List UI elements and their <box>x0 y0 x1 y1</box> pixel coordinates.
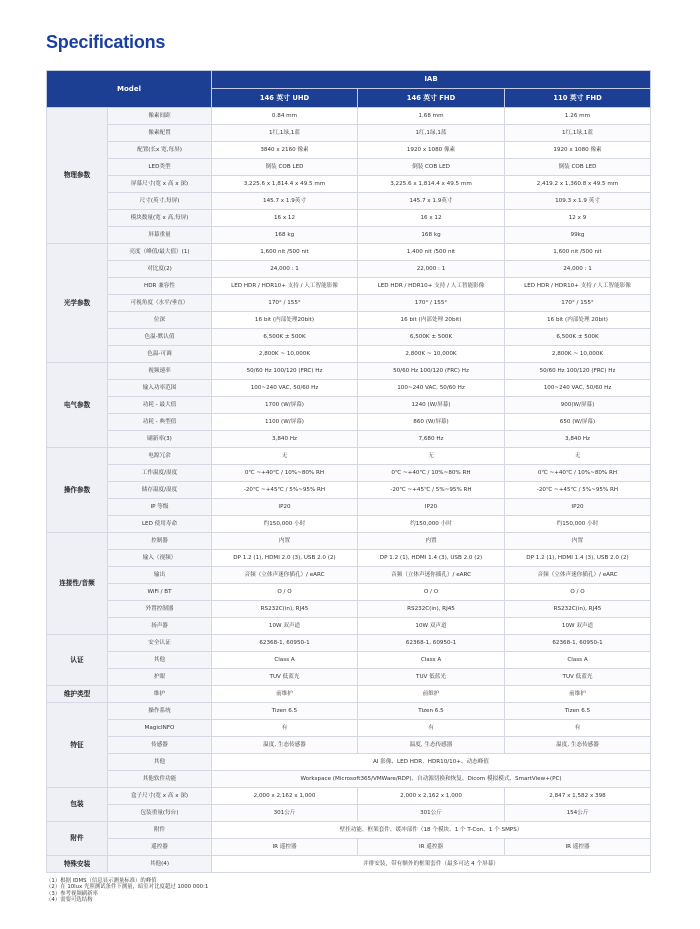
table-row <box>47 193 651 210</box>
row-label: WiFi / BT <box>108 584 212 601</box>
table-row <box>47 227 651 244</box>
row-label: 模块数量(宽 x 高,每屏) <box>108 210 212 227</box>
value-cell: IP20 <box>505 499 651 516</box>
value-cell: TUV 低蓝光 <box>505 669 651 686</box>
value-cell: 50/60 Hz 100/120 (FRC) Hz <box>358 363 505 380</box>
table-row <box>47 839 651 856</box>
table-row <box>47 142 651 159</box>
table-row <box>47 567 651 584</box>
table-row <box>47 312 651 329</box>
row-label: 其他 <box>108 652 212 669</box>
value-cell: 24,000 : 1 <box>505 261 651 278</box>
value-cell: 24,000 : 1 <box>212 261 358 278</box>
row-label: 屏幕尺寸(宽 x 高 x 深) <box>108 176 212 193</box>
value-cell: 3,225.6 x 1,814.4 x 49.5 mm <box>358 176 505 193</box>
table-row <box>47 584 651 601</box>
value-cell: 1红,1绿,1蓝 <box>212 125 358 142</box>
value-cell: Tizen 6.5 <box>358 703 505 720</box>
value-cell: 16 bit (内部处理 20bit) <box>505 312 651 329</box>
row-label: 工作温度/湿度 <box>108 465 212 482</box>
table-row <box>47 499 651 516</box>
table-row <box>47 431 651 448</box>
table-row <box>47 465 651 482</box>
value-cell: 2,800K ~ 10,000K <box>505 346 651 363</box>
row-label: 位深 <box>108 312 212 329</box>
spec-table <box>46 70 651 873</box>
value-cell: 1920 x 1080 像素 <box>358 142 505 159</box>
value-cell: 99kg <box>505 227 651 244</box>
value-cell: 2,800K ~ 10,000K <box>212 346 358 363</box>
value-cell: O / O <box>358 584 505 601</box>
row-label: 功耗 - 典型值 <box>108 414 212 431</box>
value-cell: 10W 双声道 <box>212 618 358 635</box>
row-label: 功耗 - 最大值 <box>108 397 212 414</box>
value-cell: 0℃ ~+40℃ / 10%~80% RH <box>212 465 358 482</box>
page-title: Specifications <box>46 32 166 52</box>
value-cell: 3,840 Hz <box>212 431 358 448</box>
value-cell: 音频（立体声迷你插孔）/ eARC <box>358 567 505 584</box>
row-label: 附件 <box>108 822 212 839</box>
value-cell: 前维护 <box>212 686 358 703</box>
row-label: 盒子尺寸(宽 x 高 x 深) <box>108 788 212 805</box>
value-cell: 170° / 155° <box>505 295 651 312</box>
value-cell: IR 遥控器 <box>212 839 358 856</box>
value-cell: Class A <box>212 652 358 669</box>
value-cell: 100~240 VAC, 50/60 Hz <box>505 380 651 397</box>
value-cell: 145.7 x 1.9英寸 <box>212 193 358 210</box>
table-row <box>47 618 651 635</box>
value-cell: 1920 x 1080 像素 <box>505 142 651 159</box>
value-cell: 301公斤 <box>358 805 505 822</box>
row-label: 对比度(2) <box>108 261 212 278</box>
value-cell: 倒装 COB LED <box>212 159 358 176</box>
table-row <box>47 397 651 414</box>
value-cell: 1,400 nit /500 nit <box>358 244 505 261</box>
column-header-146-fhd: 146 英寸 FHD <box>358 89 505 108</box>
table-row <box>47 244 651 261</box>
value-cell: DP 1.2 (1), HDMI 1.4 (3), USB 2.0 (2) <box>358 550 505 567</box>
value-cell: 50/60 Hz 100/120 (FRC) Hz <box>505 363 651 380</box>
table-row <box>47 635 651 652</box>
row-label: 传感器 <box>108 737 212 754</box>
value-cell: 温度, 生态传感器 <box>505 737 651 754</box>
value-cell: 6,500K ± 500K <box>358 329 505 346</box>
row-label: 外置控制器 <box>108 601 212 618</box>
value-cell: 6,500K ± 500K <box>505 329 651 346</box>
value-cell: 约150,000 小时 <box>212 516 358 533</box>
row-label: 电源冗余 <box>108 448 212 465</box>
value-cell: O / O <box>505 584 651 601</box>
value-cell: 109.3 x 1.9 英寸 <box>505 193 651 210</box>
value-cell: 有 <box>505 720 651 737</box>
table-row <box>47 771 651 788</box>
row-label: 其他 <box>108 754 212 771</box>
value-cell: 内置 <box>212 533 358 550</box>
row-label: LED类型 <box>108 159 212 176</box>
table-row <box>47 601 651 618</box>
table-row <box>47 125 651 142</box>
value-cell: 62368-1, 60950-1 <box>505 635 651 652</box>
value-cell: 3,225.6 x 1,814.4 x 49.5 mm <box>212 176 358 193</box>
value-cell: 62368-1, 60950-1 <box>358 635 505 652</box>
value-cell: 62368-1, 60950-1 <box>212 635 358 652</box>
row-label: 可视角度（水平/垂直） <box>108 295 212 312</box>
table-row <box>47 856 651 873</box>
value-cell: 50/60 Hz 100/120 (FRC) Hz <box>212 363 358 380</box>
row-label: 维护 <box>108 686 212 703</box>
value-cell: 100~240 VAC, 50/60 Hz <box>212 380 358 397</box>
row-label: 安全认证 <box>108 635 212 652</box>
row-label: 输入（视频） <box>108 550 212 567</box>
merged-value-cell: AI 影像、LED HDR、HDR10/10+、动态峰值 <box>212 754 651 771</box>
table-row <box>47 737 651 754</box>
value-cell: 有 <box>212 720 358 737</box>
value-cell: 有 <box>358 720 505 737</box>
value-cell: IR 遥控器 <box>505 839 651 856</box>
table-row <box>47 329 651 346</box>
footnote: （1）根据 IDMS（信息显示测量标准）的峰值 <box>46 878 157 884</box>
value-cell: 1,600 nit /500 nit <box>212 244 358 261</box>
table-row <box>47 550 651 567</box>
value-cell: 1.26 mm <box>505 108 651 125</box>
value-cell: 倒装 COB LED <box>358 159 505 176</box>
row-label: MagicINFO <box>108 720 212 737</box>
table-row <box>47 533 651 550</box>
table-row <box>47 669 651 686</box>
section-category: 特征 <box>47 703 108 788</box>
value-cell: 22,000 : 1 <box>358 261 505 278</box>
section-category: 连接性/音频 <box>47 533 108 635</box>
value-cell: 音频（立体声迷你插孔）/ eARC <box>212 567 358 584</box>
row-label: 尺寸(英寸,每屏) <box>108 193 212 210</box>
row-label: 屏幕重量 <box>108 227 212 244</box>
value-cell: 2,000 x 2,162 x 1,000 <box>212 788 358 805</box>
row-label: 输出 <box>108 567 212 584</box>
section-category: 附件 <box>47 822 108 856</box>
row-label: 控制器 <box>108 533 212 550</box>
merged-value-cell: Workspace (Microsoft365/VMWare/RDP)、自动源切换和恢复、Dicom 模拟模式、SmartView+(PC) <box>212 771 651 788</box>
footnote: （3）参考视频刷新率 <box>46 890 98 897</box>
iab-header: IAB <box>212 71 651 89</box>
value-cell: 650 (W/屏幕) <box>505 414 651 431</box>
value-cell: 16 x 12 <box>358 210 505 227</box>
value-cell: 168 kg <box>212 227 358 244</box>
table-row <box>47 822 651 839</box>
value-cell: -20℃ ~+45℃ / 5%~95% RH <box>358 482 505 499</box>
table-row <box>47 686 651 703</box>
table-row <box>47 652 651 669</box>
row-label: 其他软件功能 <box>108 771 212 788</box>
value-cell: 10W 双声道 <box>358 618 505 635</box>
section-category: 光学参数 <box>47 244 108 363</box>
row-label: 亮度（峰值/最大值）(1) <box>108 244 212 261</box>
row-label: 遥控器 <box>108 839 212 856</box>
value-cell: 16 bit (内部处理 20bit) <box>358 312 505 329</box>
value-cell: 170° / 155° <box>212 295 358 312</box>
row-label: 色温-可调 <box>108 346 212 363</box>
table-row <box>47 346 651 363</box>
value-cell: 1700 (W/屏幕) <box>212 397 358 414</box>
value-cell: 3,840 Hz <box>505 431 651 448</box>
value-cell: 温度, 生态传感器 <box>212 737 358 754</box>
table-row <box>47 788 651 805</box>
value-cell: 6,500K ± 500K <box>212 329 358 346</box>
model-header: Model <box>47 71 212 108</box>
value-cell: 16 x 12 <box>212 210 358 227</box>
table-row <box>47 448 651 465</box>
footnotes <box>46 878 208 904</box>
value-cell: 内置 <box>358 533 505 550</box>
value-cell: 无 <box>505 448 651 465</box>
value-cell: IP20 <box>358 499 505 516</box>
table-row <box>47 108 651 125</box>
column-header-110-fhd: 110 英寸 FHD <box>505 89 651 108</box>
value-cell: DP 1.2 (1), HDMI 1.4 (3), USB 2.0 (2) <box>505 550 651 567</box>
value-cell: RS232C(in), RJ45 <box>505 601 651 618</box>
value-cell: 145.7 x 1.9英寸 <box>358 193 505 210</box>
value-cell: 12 x 9 <box>505 210 651 227</box>
value-cell: IP20 <box>212 499 358 516</box>
value-cell: 1,600 nit /500 nit <box>505 244 651 261</box>
value-cell: 168 kg <box>358 227 505 244</box>
table-row <box>47 295 651 312</box>
value-cell: 0℃ ~+40℃ / 10%~80% RH <box>358 465 505 482</box>
table-row <box>47 482 651 499</box>
value-cell: RS232C(in), RJ45 <box>212 601 358 618</box>
section-category: 维护类型 <box>47 686 108 703</box>
value-cell: 2,847 x 1,582 x 398 <box>505 788 651 805</box>
row-label: IP 等级 <box>108 499 212 516</box>
value-cell: LED HDR / HDR10+ 支持 / 人工智能影像 <box>505 278 651 295</box>
merged-value-cell: 壁挂功能、框架套件、缓冲部件（18 个模块、1 个 T-Con、1 个 SMPS） <box>212 822 651 839</box>
value-cell: -20℃ ~+45℃ / 5%~95% RH <box>212 482 358 499</box>
value-cell: Class A <box>505 652 651 669</box>
section-category: 操作参数 <box>47 448 108 533</box>
value-cell: RS232C(in), RJ45 <box>358 601 505 618</box>
value-cell: 0.84 mm <box>212 108 358 125</box>
value-cell: 无 <box>212 448 358 465</box>
table-row <box>47 176 651 193</box>
value-cell: 无 <box>358 448 505 465</box>
value-cell: 301公斤 <box>212 805 358 822</box>
table-row <box>47 261 651 278</box>
row-label: 配置(长x 宽,每屏) <box>108 142 212 159</box>
value-cell: 0℃ ~+40℃ / 10%~80% RH <box>505 465 651 482</box>
row-label: 护眼 <box>108 669 212 686</box>
table-row <box>47 159 651 176</box>
footnote: （4）需要可选结构 <box>46 897 93 904</box>
value-cell: 860 (W/屏幕) <box>358 414 505 431</box>
value-cell: 1100 (W/屏幕) <box>212 414 358 431</box>
row-label: HDR 兼容性 <box>108 278 212 295</box>
row-label: 输入功率范围 <box>108 380 212 397</box>
table-row <box>47 720 651 737</box>
table-row <box>47 414 651 431</box>
value-cell: IR 遥控器 <box>358 839 505 856</box>
value-cell: 3840 x 2160 像素 <box>212 142 358 159</box>
value-cell: 900(W/屏幕) <box>505 397 651 414</box>
value-cell: 1红,1绿,1蓝 <box>505 125 651 142</box>
value-cell: 内置 <box>505 533 651 550</box>
table-row <box>47 210 651 227</box>
value-cell: TUV 低蓝光 <box>212 669 358 686</box>
value-cell: 170° / 155° <box>358 295 505 312</box>
value-cell: 100~240 VAC, 50/60 Hz <box>358 380 505 397</box>
value-cell: 2,000 x 2,162 x 1,000 <box>358 788 505 805</box>
section-category: 特殊安装 <box>47 856 108 873</box>
row-label: 扬声器 <box>108 618 212 635</box>
value-cell: 前维护 <box>358 686 505 703</box>
footnote: （2）在 10lux 光照测试条件下测量，暗室对比度超过 1000 000:1 <box>46 884 209 891</box>
column-header-146-uhd: 146 英寸 UHD <box>212 89 358 108</box>
value-cell: Tizen 6.5 <box>212 703 358 720</box>
row-label: 包装重量(每台) <box>108 805 212 822</box>
row-label: LED 使用寿命 <box>108 516 212 533</box>
table-row <box>47 278 651 295</box>
row-label: 像素间距 <box>108 108 212 125</box>
value-cell: LED HDR / HDR10+ 支持 / 人工智能影像 <box>358 278 505 295</box>
value-cell: DP 1.2 (1), HDMI 2.0 (3), USB 2.0 (2) <box>212 550 358 567</box>
table-row <box>47 703 651 720</box>
table-row <box>47 516 651 533</box>
value-cell: O / O <box>212 584 358 601</box>
value-cell: 1240 (W/屏幕) <box>358 397 505 414</box>
row-label: 色温-默认值 <box>108 329 212 346</box>
value-cell: 2,419.2 x 1,360.8 x 49.5 mm <box>505 176 651 193</box>
section-category: 物理参数 <box>47 108 108 244</box>
row-label: 其他(4) <box>108 856 212 873</box>
value-cell: 16 bit (内部处理20bit) <box>212 312 358 329</box>
table-row <box>47 805 651 822</box>
value-cell: TUV 低蓝光 <box>358 669 505 686</box>
spec-table-body <box>47 108 651 873</box>
row-label: 操作系统 <box>108 703 212 720</box>
value-cell: 温度, 生态传感器 <box>358 737 505 754</box>
value-cell: 7,680 Hz <box>358 431 505 448</box>
value-cell: 约150,000 小时 <box>358 516 505 533</box>
value-cell: 10W 双声道 <box>505 618 651 635</box>
row-label: 像素配置 <box>108 125 212 142</box>
value-cell: LED HDR / HDR10+ 支持 / 人工智能影像 <box>212 278 358 295</box>
table-row <box>47 754 651 771</box>
merged-value-cell: 并排安装，带有额外的框架套件（最多可达 4 个屏幕） <box>212 856 651 873</box>
value-cell: Class A <box>358 652 505 669</box>
section-category: 认证 <box>47 635 108 686</box>
row-label: 储存温度/湿度 <box>108 482 212 499</box>
value-cell: 音频（立体声迷你插孔）/ eARC <box>505 567 651 584</box>
value-cell: 前维护 <box>505 686 651 703</box>
value-cell: 约150,000 小时 <box>505 516 651 533</box>
value-cell: -20℃ ~+45℃ / 5%~95% RH <box>505 482 651 499</box>
section-category: 包装 <box>47 788 108 822</box>
value-cell: 倒装 COB LED <box>505 159 651 176</box>
value-cell: 154公斤 <box>505 805 651 822</box>
table-row <box>47 363 651 380</box>
table-row <box>47 380 651 397</box>
value-cell: Tizen 6.5 <box>505 703 651 720</box>
row-label: 视频速率 <box>108 363 212 380</box>
value-cell: 2,800K ~ 10,000K <box>358 346 505 363</box>
value-cell: 1.68 mm <box>358 108 505 125</box>
row-label: 刷新率(3) <box>108 431 212 448</box>
section-category: 电气参数 <box>47 363 108 448</box>
value-cell: 1红,1绿,1蓝 <box>358 125 505 142</box>
